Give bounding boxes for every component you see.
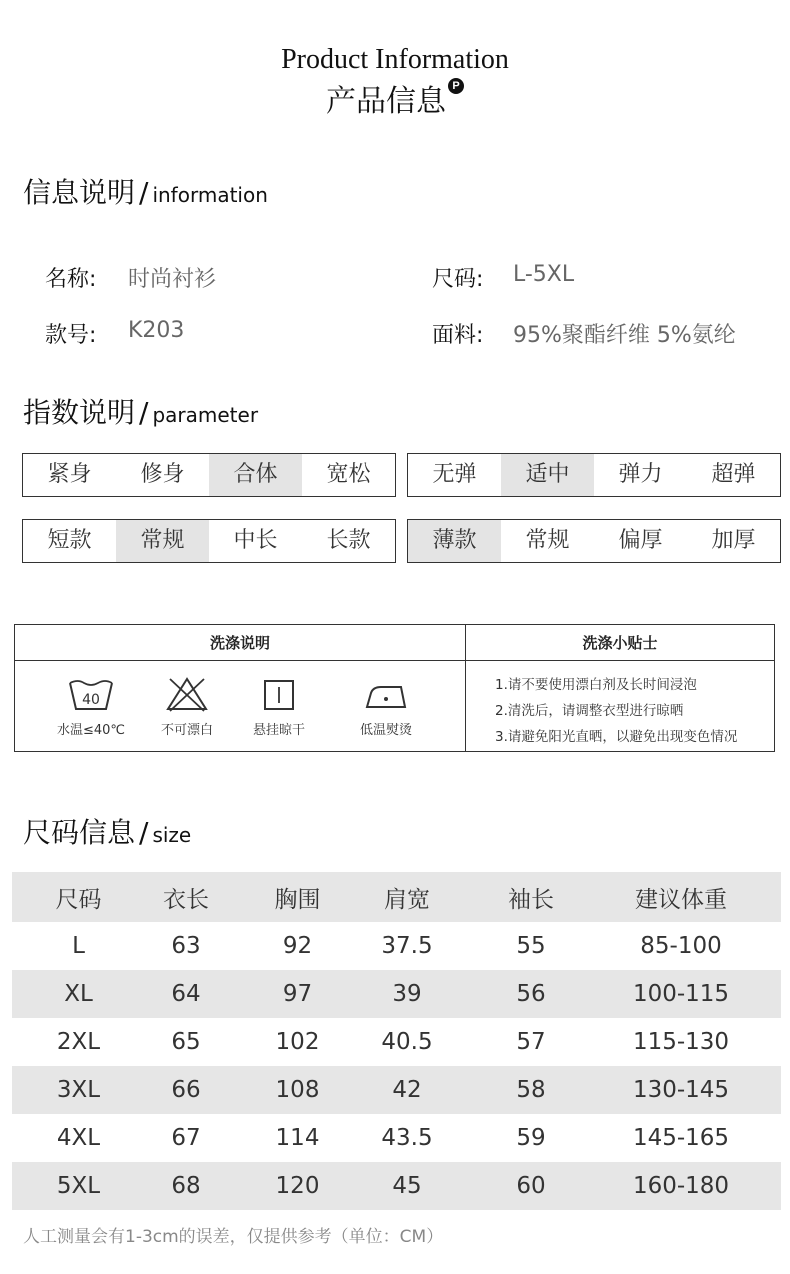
- table-cell: 102: [275, 1029, 320, 1055]
- table-cell: 92: [282, 933, 313, 959]
- size-table-body: [12, 922, 781, 1210]
- param-fit-box: [22, 453, 396, 497]
- param-option-fit: 紧身: [47, 462, 92, 487]
- table-cell: 3XL: [56, 1077, 101, 1103]
- wash-40-icon: [46, 675, 136, 738]
- info-name-label: 名称:: [45, 267, 97, 292]
- section-title-size-cn: 尺码信息: [23, 816, 136, 849]
- param-option-elasticity: 弹力: [618, 462, 663, 487]
- param-option-thickness: 常规: [525, 528, 570, 553]
- param-option-thickness: 薄款: [408, 520, 501, 562]
- section-slash: /: [139, 176, 149, 209]
- table-cell: 65: [171, 1029, 201, 1055]
- table-cell: 63: [171, 933, 201, 959]
- size-table: [12, 872, 781, 1210]
- wash-header-left: 洗涤说明: [15, 625, 465, 661]
- table-row: [12, 1114, 781, 1162]
- hang-dry-label: 悬挂晾干: [252, 723, 305, 738]
- info-size-label: 尺码:: [432, 267, 484, 292]
- size-col-header: 袖长: [508, 886, 554, 913]
- hang-dry-icon: [234, 675, 324, 738]
- table-cell: 42: [392, 1077, 422, 1103]
- brand-logo-icon: P: [448, 78, 464, 94]
- table-row: [12, 1162, 781, 1210]
- table-cell: 40.5: [381, 1029, 433, 1055]
- section-title-param-cn: 指数说明: [23, 396, 136, 429]
- table-cell: 115-130: [632, 1029, 730, 1055]
- section-title-info-cn: 信息说明: [23, 176, 136, 209]
- table-cell: 97: [282, 981, 313, 1007]
- measurement-note: 人工测量会有1-3cm的误差，仅提供参考（单位：CM）: [23, 1227, 444, 1247]
- info-code-label: 款号:: [45, 323, 97, 348]
- table-cell: 56: [516, 981, 546, 1007]
- info-code-value: K203: [128, 318, 185, 343]
- wash-tip-1: 1.请不要使用漂白剂及长时间浸泡: [495, 677, 697, 693]
- section-slash: /: [139, 396, 149, 429]
- param-thickness-box: [407, 519, 781, 563]
- table-cell: 4XL: [56, 1125, 101, 1151]
- param-option-thickness: 偏厚: [618, 528, 663, 553]
- wash-40-label: 水温≤40℃: [56, 723, 126, 738]
- info-name-value: 时尚衬衫: [128, 267, 217, 292]
- param-option-elasticity: 适中: [501, 454, 594, 496]
- table-cell: 130-145: [632, 1077, 730, 1103]
- table-cell: 114: [275, 1125, 320, 1151]
- table-cell: 85-100: [640, 933, 722, 959]
- param-option-fit: 宽松: [326, 462, 371, 487]
- wash-divider: [465, 625, 466, 751]
- table-row: [12, 922, 781, 970]
- section-title-info: [23, 171, 268, 211]
- table-cell: 100-115: [632, 981, 730, 1007]
- wash-tip-2: 2.清洗后，请调整衣型进行晾晒: [495, 703, 684, 719]
- size-col-header: 尺码: [55, 886, 102, 913]
- header-title-cn-text: 产品信息: [326, 84, 446, 119]
- table-cell: 64: [171, 981, 201, 1007]
- table-cell: 160-180: [632, 1173, 730, 1199]
- table-cell: 39: [392, 981, 422, 1007]
- table-cell: 59: [516, 1125, 546, 1151]
- table-cell: 55: [516, 933, 546, 959]
- param-option-thickness: 加厚: [711, 528, 756, 553]
- no-bleach-label: 不可漂白: [160, 723, 213, 738]
- info-fabric-label: 面料:: [432, 323, 484, 348]
- wash-table: [14, 624, 775, 752]
- no-bleach-icon: [142, 675, 232, 738]
- section-title-param-en: parameter: [152, 403, 259, 427]
- table-row: [12, 1066, 781, 1114]
- section-title-info-en: information: [152, 183, 268, 207]
- wash-tip-3: 3.请避免阳光直晒，以避免出现变色情况: [495, 729, 738, 745]
- param-option-fit: 合体: [209, 454, 302, 496]
- table-row: [12, 1018, 781, 1066]
- header-title-cn: [0, 76, 790, 120]
- table-cell: 68: [171, 1173, 201, 1199]
- param-option-length: 常规: [116, 520, 209, 562]
- size-col-header: 建议体重: [635, 886, 727, 913]
- table-cell: L: [72, 933, 85, 959]
- param-option-elasticity: 无弹: [432, 462, 477, 487]
- section-slash: /: [139, 816, 149, 849]
- table-cell: XL: [64, 981, 93, 1007]
- table-cell: 58: [516, 1077, 546, 1103]
- section-title-size: [23, 811, 191, 851]
- wash-header-right: 洗涤小贴士: [466, 625, 774, 661]
- size-col-header: 衣长: [163, 886, 209, 913]
- table-cell: 57: [516, 1029, 546, 1055]
- table-cell: 2XL: [56, 1029, 101, 1055]
- table-row: [12, 970, 781, 1018]
- param-elasticity-box: [407, 453, 781, 497]
- table-cell: 108: [275, 1077, 320, 1103]
- table-cell: 60: [516, 1173, 546, 1199]
- table-cell: 43.5: [381, 1125, 433, 1151]
- param-option-fit: 修身: [140, 462, 185, 487]
- wash-temp-number: 40: [82, 692, 100, 708]
- param-option-length: 中长: [233, 528, 278, 553]
- section-title-size-en: size: [152, 823, 192, 847]
- size-col-header: 肩宽: [384, 886, 430, 913]
- param-option-length: 短款: [47, 528, 92, 553]
- table-cell: 45: [392, 1173, 422, 1199]
- info-size-value: L-5XL: [513, 262, 575, 287]
- size-col-header: 胸围: [274, 886, 321, 913]
- table-cell: 5XL: [56, 1173, 101, 1199]
- table-cell: 66: [171, 1077, 201, 1103]
- section-title-param: [23, 391, 258, 431]
- table-cell: 145-165: [632, 1125, 730, 1151]
- low-iron-label: 低温熨烫: [359, 723, 412, 738]
- header-title-en: Product Information: [281, 44, 509, 75]
- low-iron-icon: [341, 675, 431, 738]
- table-cell: 37.5: [381, 933, 433, 959]
- size-table-header: [12, 872, 781, 922]
- table-cell: 67: [171, 1125, 201, 1151]
- info-fabric-value: 95%聚酯纤维 5%氨纶: [513, 323, 736, 348]
- table-cell: 120: [275, 1173, 320, 1199]
- param-option-length: 长款: [326, 528, 371, 553]
- param-length-box: [22, 519, 396, 563]
- param-option-elasticity: 超弹: [711, 462, 756, 487]
